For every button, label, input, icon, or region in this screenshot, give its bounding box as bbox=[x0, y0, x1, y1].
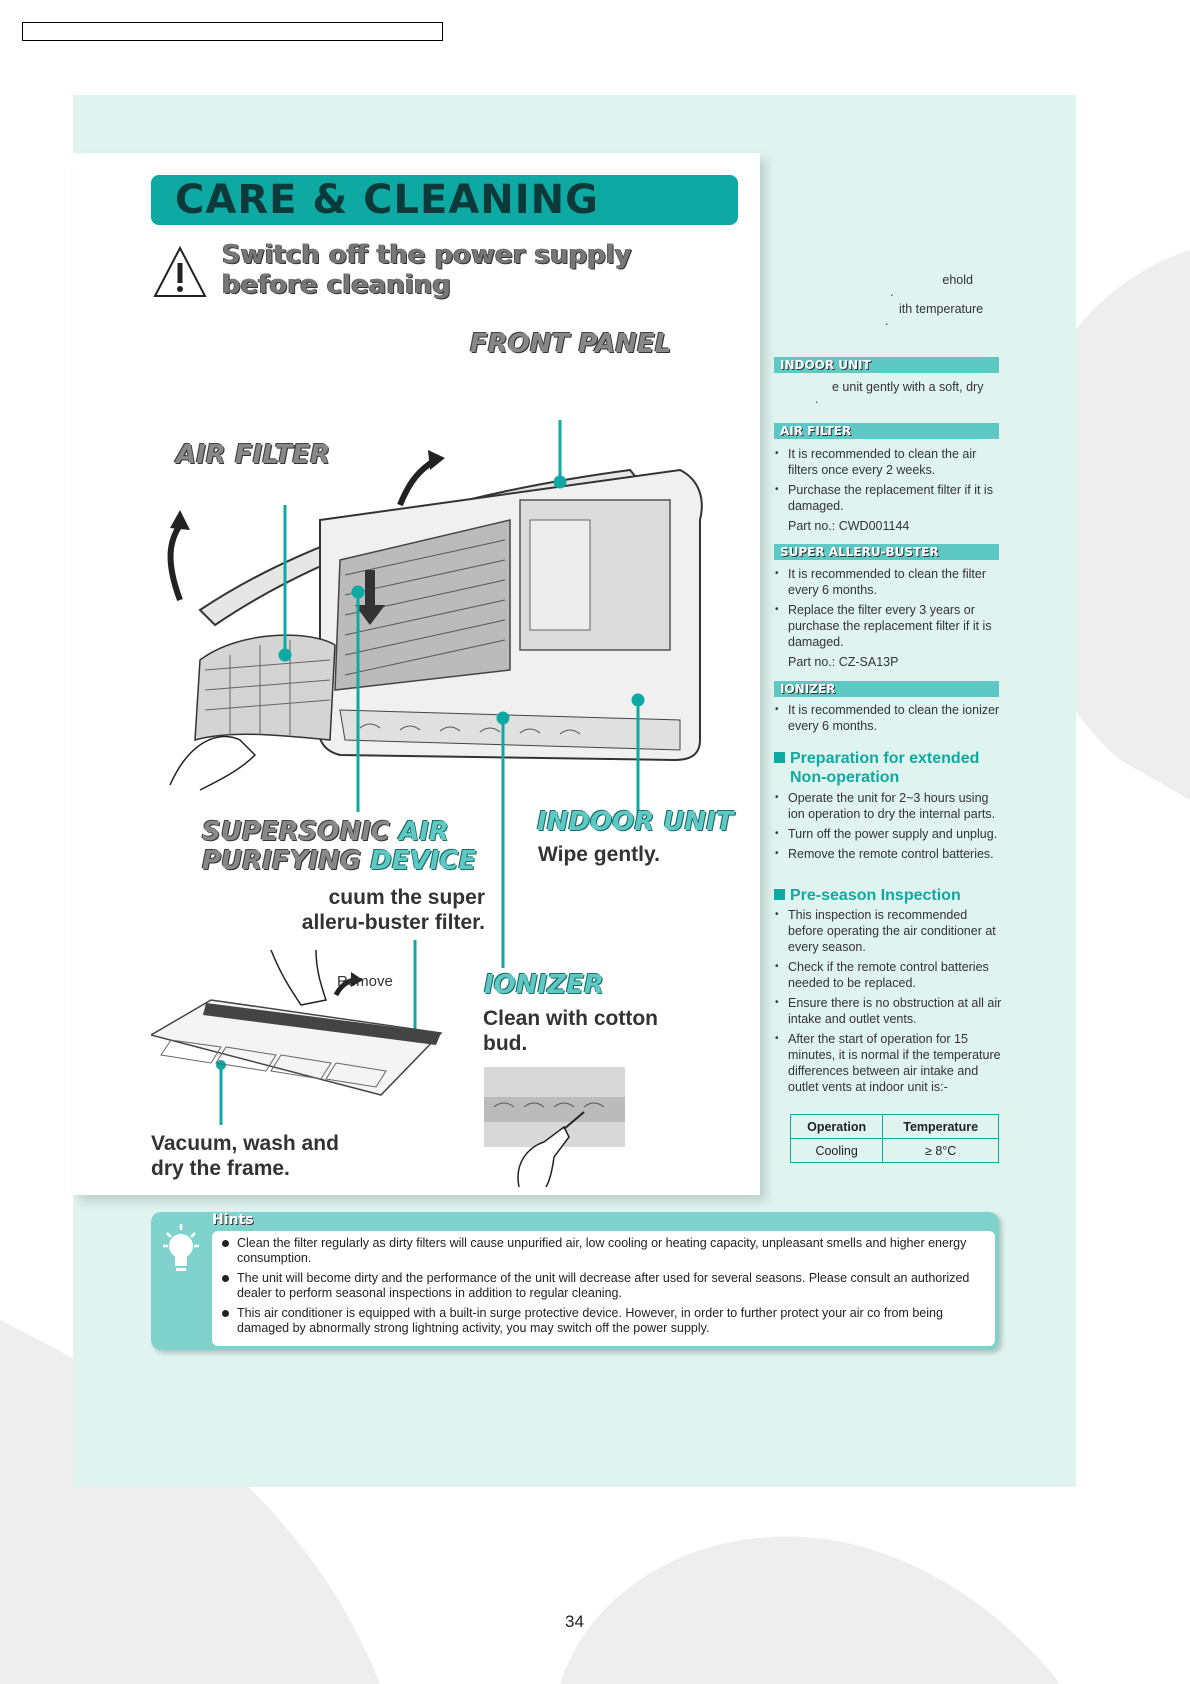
preseason-item-1: • This inspection is recommended before operating the air conditioner at every season. bbox=[775, 907, 1003, 955]
indoor-unit-label bbox=[537, 808, 734, 837]
warning-text bbox=[222, 240, 662, 300]
table-header-temperature: Temperature bbox=[883, 1115, 999, 1139]
super-alleru-item-2: • Replace the filter every 3 years or purchase the replacement filter if it is damaged. bbox=[775, 602, 1003, 650]
ionizer-desc-line-1: Clean with cotton bbox=[483, 1007, 658, 1030]
warning-line-1: Switch off the power supply bbox=[222, 240, 632, 270]
table-row bbox=[791, 1139, 999, 1163]
supersonic-label bbox=[202, 818, 476, 876]
fragment-2: . bbox=[890, 285, 894, 299]
super-alleru-item-1: • It is recommended to clean the filter every 6 months. bbox=[775, 566, 1003, 598]
preseason-item-3: • Ensure there is no obstruction at all air intake and outlet vents. bbox=[775, 995, 1003, 1027]
supersonic-word-2: AIR bbox=[399, 817, 449, 847]
fragment-1: ehold bbox=[942, 273, 973, 287]
frame-description bbox=[151, 1131, 339, 1181]
table-header-row bbox=[791, 1115, 999, 1139]
fragment-4: . bbox=[885, 314, 889, 328]
frame-desc-line-1: Vacuum, wash and bbox=[151, 1132, 339, 1155]
square-bullet-icon bbox=[774, 752, 785, 763]
warning-line-2: before cleaning bbox=[222, 270, 451, 300]
preparation-item-3: • Remove the remote control batteries. bbox=[775, 846, 1003, 862]
preparation-section bbox=[775, 790, 1003, 866]
indoor-unit-description: Wipe gently. bbox=[538, 843, 660, 866]
super-alleru-section-bar bbox=[774, 544, 999, 560]
table-cell-temperature: ≥ 8°C bbox=[883, 1139, 999, 1163]
hints-list bbox=[220, 1236, 990, 1341]
supersonic-description bbox=[300, 885, 485, 935]
supersonic-desc-line-1: cuum the super bbox=[328, 886, 485, 909]
sidebar-fragments bbox=[775, 272, 1003, 328]
ionizer-cleaning-illustration bbox=[484, 1067, 625, 1187]
hint-item-2: The unit will become dirty and the performance of the unit will decrease after used for several seasons. Please consult an authorized dealer to perform seasonal inspections in addition to regular cleaning. bbox=[220, 1271, 990, 1301]
ionizer-description bbox=[483, 1006, 658, 1056]
preparation-item-1: • Operate the unit for 2~3 hours using ion operation to dry the internal parts. bbox=[775, 790, 1003, 822]
indoor-unit-text-line-1: e unit gently with a soft, dry bbox=[832, 380, 984, 394]
table-cell-operation: Cooling bbox=[791, 1139, 883, 1163]
fragment-3: ith temperature bbox=[899, 302, 984, 316]
air-filter-item-2: • Purchase the replacement filter if it is damaged. bbox=[775, 482, 1003, 514]
preparation-heading bbox=[774, 749, 979, 787]
supersonic-word-1: SUPERSONIC bbox=[202, 817, 391, 847]
super-alleru-section-title: SUPER ALLERU-BUSTER bbox=[780, 545, 939, 559]
supersonic-word-4: DEVICE bbox=[370, 846, 477, 876]
indoor-unit-text-line-2: . bbox=[815, 392, 819, 406]
preparation-title-1: Preparation for extended bbox=[790, 750, 980, 767]
supersonic-word-3: PURIFYING bbox=[202, 846, 362, 876]
hint-item-1: Clean the filter regularly as dirty filters will cause unpurified air, low cooling or heating capacity, unpleasant smells and higher energy consumption. bbox=[220, 1236, 990, 1266]
super-alleru-section bbox=[775, 566, 1003, 670]
air-filter-label: AIR FILTER bbox=[176, 440, 331, 470]
ionizer-section-title: IONIZER bbox=[780, 682, 836, 696]
preparation-item-2: • Turn off the power supply and unplug. bbox=[775, 826, 1003, 842]
temperature-table bbox=[790, 1114, 999, 1163]
preseason-section bbox=[775, 907, 1003, 1099]
hints-title: Hints bbox=[212, 1212, 254, 1228]
filter-frame-illustration bbox=[151, 945, 446, 1130]
supersonic-desc-line-2: alleru-buster filter. bbox=[301, 911, 485, 934]
indoor-unit-section-bar bbox=[774, 357, 999, 373]
warning-icon bbox=[152, 245, 208, 299]
preparation-title-2: Non-operation bbox=[790, 769, 900, 786]
table-header-operation: Operation bbox=[791, 1115, 883, 1139]
air-conditioner-illustration bbox=[160, 410, 720, 810]
front-panel-label: FRONT PANEL bbox=[470, 329, 672, 359]
ionizer-section-bar bbox=[774, 681, 999, 697]
preseason-item-4: • After the start of operation for 15 minutes, it is normal if the temperature differences between air intake and outlet vents at indoor unit is:- bbox=[775, 1031, 1003, 1095]
indoor-unit-section-title: INDOOR UNIT bbox=[780, 358, 871, 372]
page-title: CARE & CLEANING bbox=[175, 177, 599, 223]
preseason-heading bbox=[774, 886, 961, 905]
super-alleru-part-number: Part no.: CZ-SA13P bbox=[788, 655, 899, 669]
frame-desc-line-2: dry the frame. bbox=[151, 1157, 290, 1180]
air-filter-section-bar bbox=[774, 423, 999, 439]
remove-label: Remove bbox=[337, 973, 393, 990]
preseason-item-2: • Check if the remote control batteries needed to be replaced. bbox=[775, 959, 1003, 991]
indoor-unit-text: INDOOR UNIT bbox=[537, 807, 734, 837]
preseason-title: Pre-season Inspection bbox=[790, 887, 961, 904]
air-filter-section-title: AIR FILTER bbox=[780, 424, 852, 438]
page-number: 34 bbox=[565, 1612, 584, 1631]
ionizer-section bbox=[775, 702, 1003, 738]
lightbulb-icon bbox=[158, 1222, 204, 1282]
ionizer-desc-line-2: bud. bbox=[483, 1032, 528, 1055]
square-bullet-icon bbox=[774, 889, 785, 900]
air-filter-item-1: • It is recommended to clean the air filters once every 2 weeks. bbox=[775, 446, 1003, 478]
ionizer-item-1: • It is recommended to clean the ionizer every 6 months. bbox=[775, 702, 1003, 734]
ionizer-text: IONIZER bbox=[484, 970, 604, 1000]
air-filter-part-number: Part no.: CWD001144 bbox=[788, 519, 910, 533]
indoor-unit-section-text bbox=[775, 379, 1003, 406]
hint-item-3: This air conditioner is equipped with a built-in surge protective device. However, in order to further protect your air co from being damaged by abnormally strong lightning activity, you may switch off the power supply. bbox=[220, 1306, 990, 1336]
air-filter-section bbox=[775, 446, 1003, 534]
ionizer-label bbox=[484, 971, 604, 1000]
